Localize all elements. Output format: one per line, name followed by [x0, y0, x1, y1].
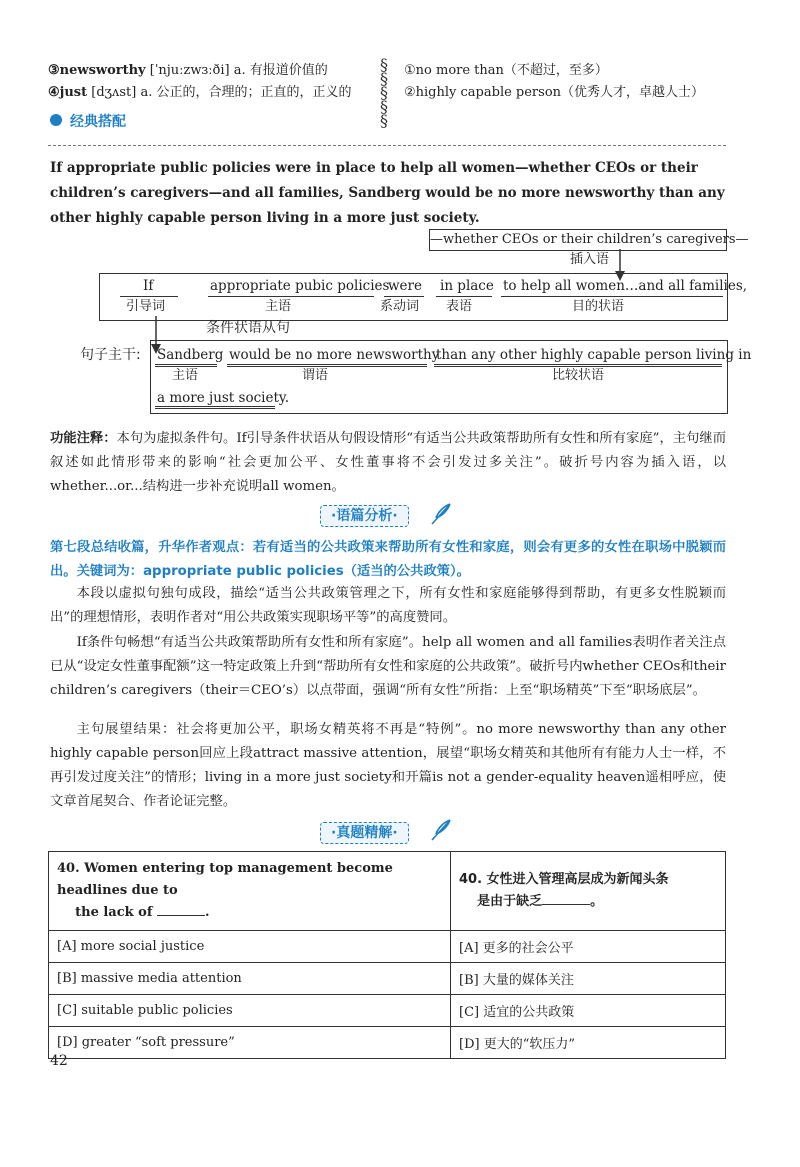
option-d-en: [D] greater “soft pressure” [49, 1027, 451, 1059]
vocab-item-newsworthy [48, 62, 328, 80]
word-comparison: than any other highly capable person living in [436, 347, 752, 363]
analysis-header [320, 505, 409, 525]
key-sentence: If appropriate public policies were in place to help all women—whether CEOs or their children’s caregivers—and all families, Sandberg would be no more newsworthy than any other highly capable person living in a more just society. [50, 160, 725, 226]
option-c-en: [C] suitable public policies [49, 995, 451, 1027]
label-comparison: 比较状语 [552, 368, 605, 383]
stem-line: 40. 女性进入管理高层成为新闻头条 [459, 872, 669, 887]
function-note-label: 功能注释： [50, 431, 117, 446]
insert-label: 插入语 [570, 252, 610, 267]
analysis-summary: 第七段总结收篇，升华作者观点：若有适当的公共政策来帮助所有女性和家庭，则会有更多的女性在职场中脱颖而出。关键词为：appropriate public policies（适当的公共政策）。 [50, 540, 726, 579]
word-comparison-cont: a more just society. [157, 390, 290, 406]
analysis-paragraph-2: If条件句畅想“有适当公共政策帮助所有女性和所有家庭”。help all women and all families表明作者关注点已从“设定女性董事配额”这一特定政策上升到“帮助所有女性和家庭的公共政策”。破折号内whether CEOs和their children’s caregivers（their＝CEO’s）以点带面，强调“所有女性”所指：上至“职场精英”下至“职场底层”。 [50, 635, 726, 698]
question-stem-zh [451, 852, 726, 931]
label-condition-clause: 条件状语从句 [206, 320, 290, 336]
vocab-word: ③newsworthy [48, 63, 146, 78]
table-row [49, 963, 726, 995]
answer-blank [157, 915, 205, 916]
double-underline [155, 406, 275, 409]
underline [208, 296, 374, 297]
analysis-title: ·语篇分析· [320, 505, 409, 527]
table-row [49, 995, 726, 1027]
question-table [48, 851, 726, 1059]
table-row [49, 931, 726, 963]
label-subject-2: 主语 [172, 368, 199, 383]
quill-pen-icon [428, 500, 456, 528]
vocab-def: [ˈnjuːzwɜːði] a. 有报道价值的 [149, 63, 328, 78]
label-linking-verb: 系动词 [380, 299, 420, 314]
option-c-zh: [C] 适宜的公共政策 [451, 995, 726, 1027]
word-sandberg: Sandberg [157, 347, 224, 363]
table-row [49, 1027, 726, 1059]
word-were: were [388, 278, 422, 294]
analysis-paragraph-3: 主句展望结果：社会将更加公平，职场女精英将不再是“特例”。no more newsworthy than any other highly capable person回应上段attract massive attention，展望“职场女精英和其他所有有能力人士一样，不再引发过度关注”的情形；living in a more just society和开篇is not a gender-equality heaven遥相呼应，使文章首尾契合、作者论证完整。 [50, 722, 726, 809]
label-purpose: 目的状语 [572, 299, 625, 314]
quill-pen-icon [428, 816, 456, 844]
stem-end: 。 [590, 894, 604, 909]
option-a-zh: [A] 更多的社会公平 [451, 931, 726, 963]
underline [384, 296, 424, 297]
label-predicate: 谓语 [302, 368, 329, 383]
underline [501, 296, 723, 297]
vocab-word: ④just [48, 85, 88, 100]
word-in-place: in place [440, 278, 494, 294]
label-guide-word: 引导词 [126, 299, 166, 314]
option-d-zh: [D] 更大的“软压力” [451, 1027, 726, 1059]
double-underline [155, 364, 217, 367]
underline [436, 296, 492, 297]
label-subject: 主语 [265, 299, 292, 314]
option-b-zh: [B] 大量的媒体关注 [451, 963, 726, 995]
insert-box: —whether CEOs or their children’s caregivers— [429, 229, 727, 251]
stem-line: 是由于缺乏 [477, 894, 543, 909]
answer-blank [542, 904, 590, 905]
word-if: If [143, 278, 154, 294]
collocation-1: ①no more than（不超过，至多） [404, 63, 608, 78]
dashed-divider [48, 145, 726, 146]
underline [120, 296, 178, 297]
word-predicate: would be no more newsworthy [229, 347, 440, 363]
exam-title: ·真题精解· [320, 822, 409, 844]
section-collocation-title: 经典搭配 [70, 114, 126, 130]
page-number: 42 [50, 1053, 68, 1069]
question-stem-en [49, 852, 451, 931]
word-subject-1: appropriate pubic policies [210, 278, 390, 294]
function-note [50, 427, 726, 499]
label-predicative: 表语 [446, 299, 473, 314]
analysis-paragraph-1: 本段以虚拟句独句成段，描绘“适当公共政策管理之下，所有女性和家庭能够得到帮助，有更多女性脱颖而出”的理想情形，表明作者对“用公共政策实现职场平等”的高度赞同。 [50, 586, 726, 625]
vocab-def: [dʒʌst] a. 公正的，合理的；正直的，正义的 [91, 85, 352, 100]
label-main-clause: 句子主干: [80, 347, 141, 363]
double-underline [434, 364, 722, 367]
table-row [49, 852, 726, 931]
exam-header [320, 822, 409, 842]
word-purpose: to help all women…and all families, [503, 278, 748, 294]
collocation-2: ②highly capable person（优秀人才，卓越人士） [404, 85, 705, 100]
vocab-item-just [48, 84, 351, 102]
bullet-dot-icon [50, 114, 62, 126]
stem-line: the lack of [75, 905, 153, 920]
option-b-en: [B] massive media attention [49, 963, 451, 995]
stem-line: 40. Women entering top management become headlines due to [57, 861, 393, 898]
stem-end: . [204, 905, 210, 920]
double-underline [227, 364, 427, 367]
wave-divider: § § § § § [380, 55, 388, 130]
function-note-text: 本句为虚拟条件句。If引导条件状语从句假设情形“有适当公共政策帮助所有女性和所有家庭”，主句继而叙述如此情形带来的影响“社会更加公平、女性董事将不会引发过多关注”。破折号内容为插入语，以whether...or...结构进一步补充说明all women。 [50, 431, 726, 494]
option-a-en: [A] more social justice [49, 931, 451, 963]
